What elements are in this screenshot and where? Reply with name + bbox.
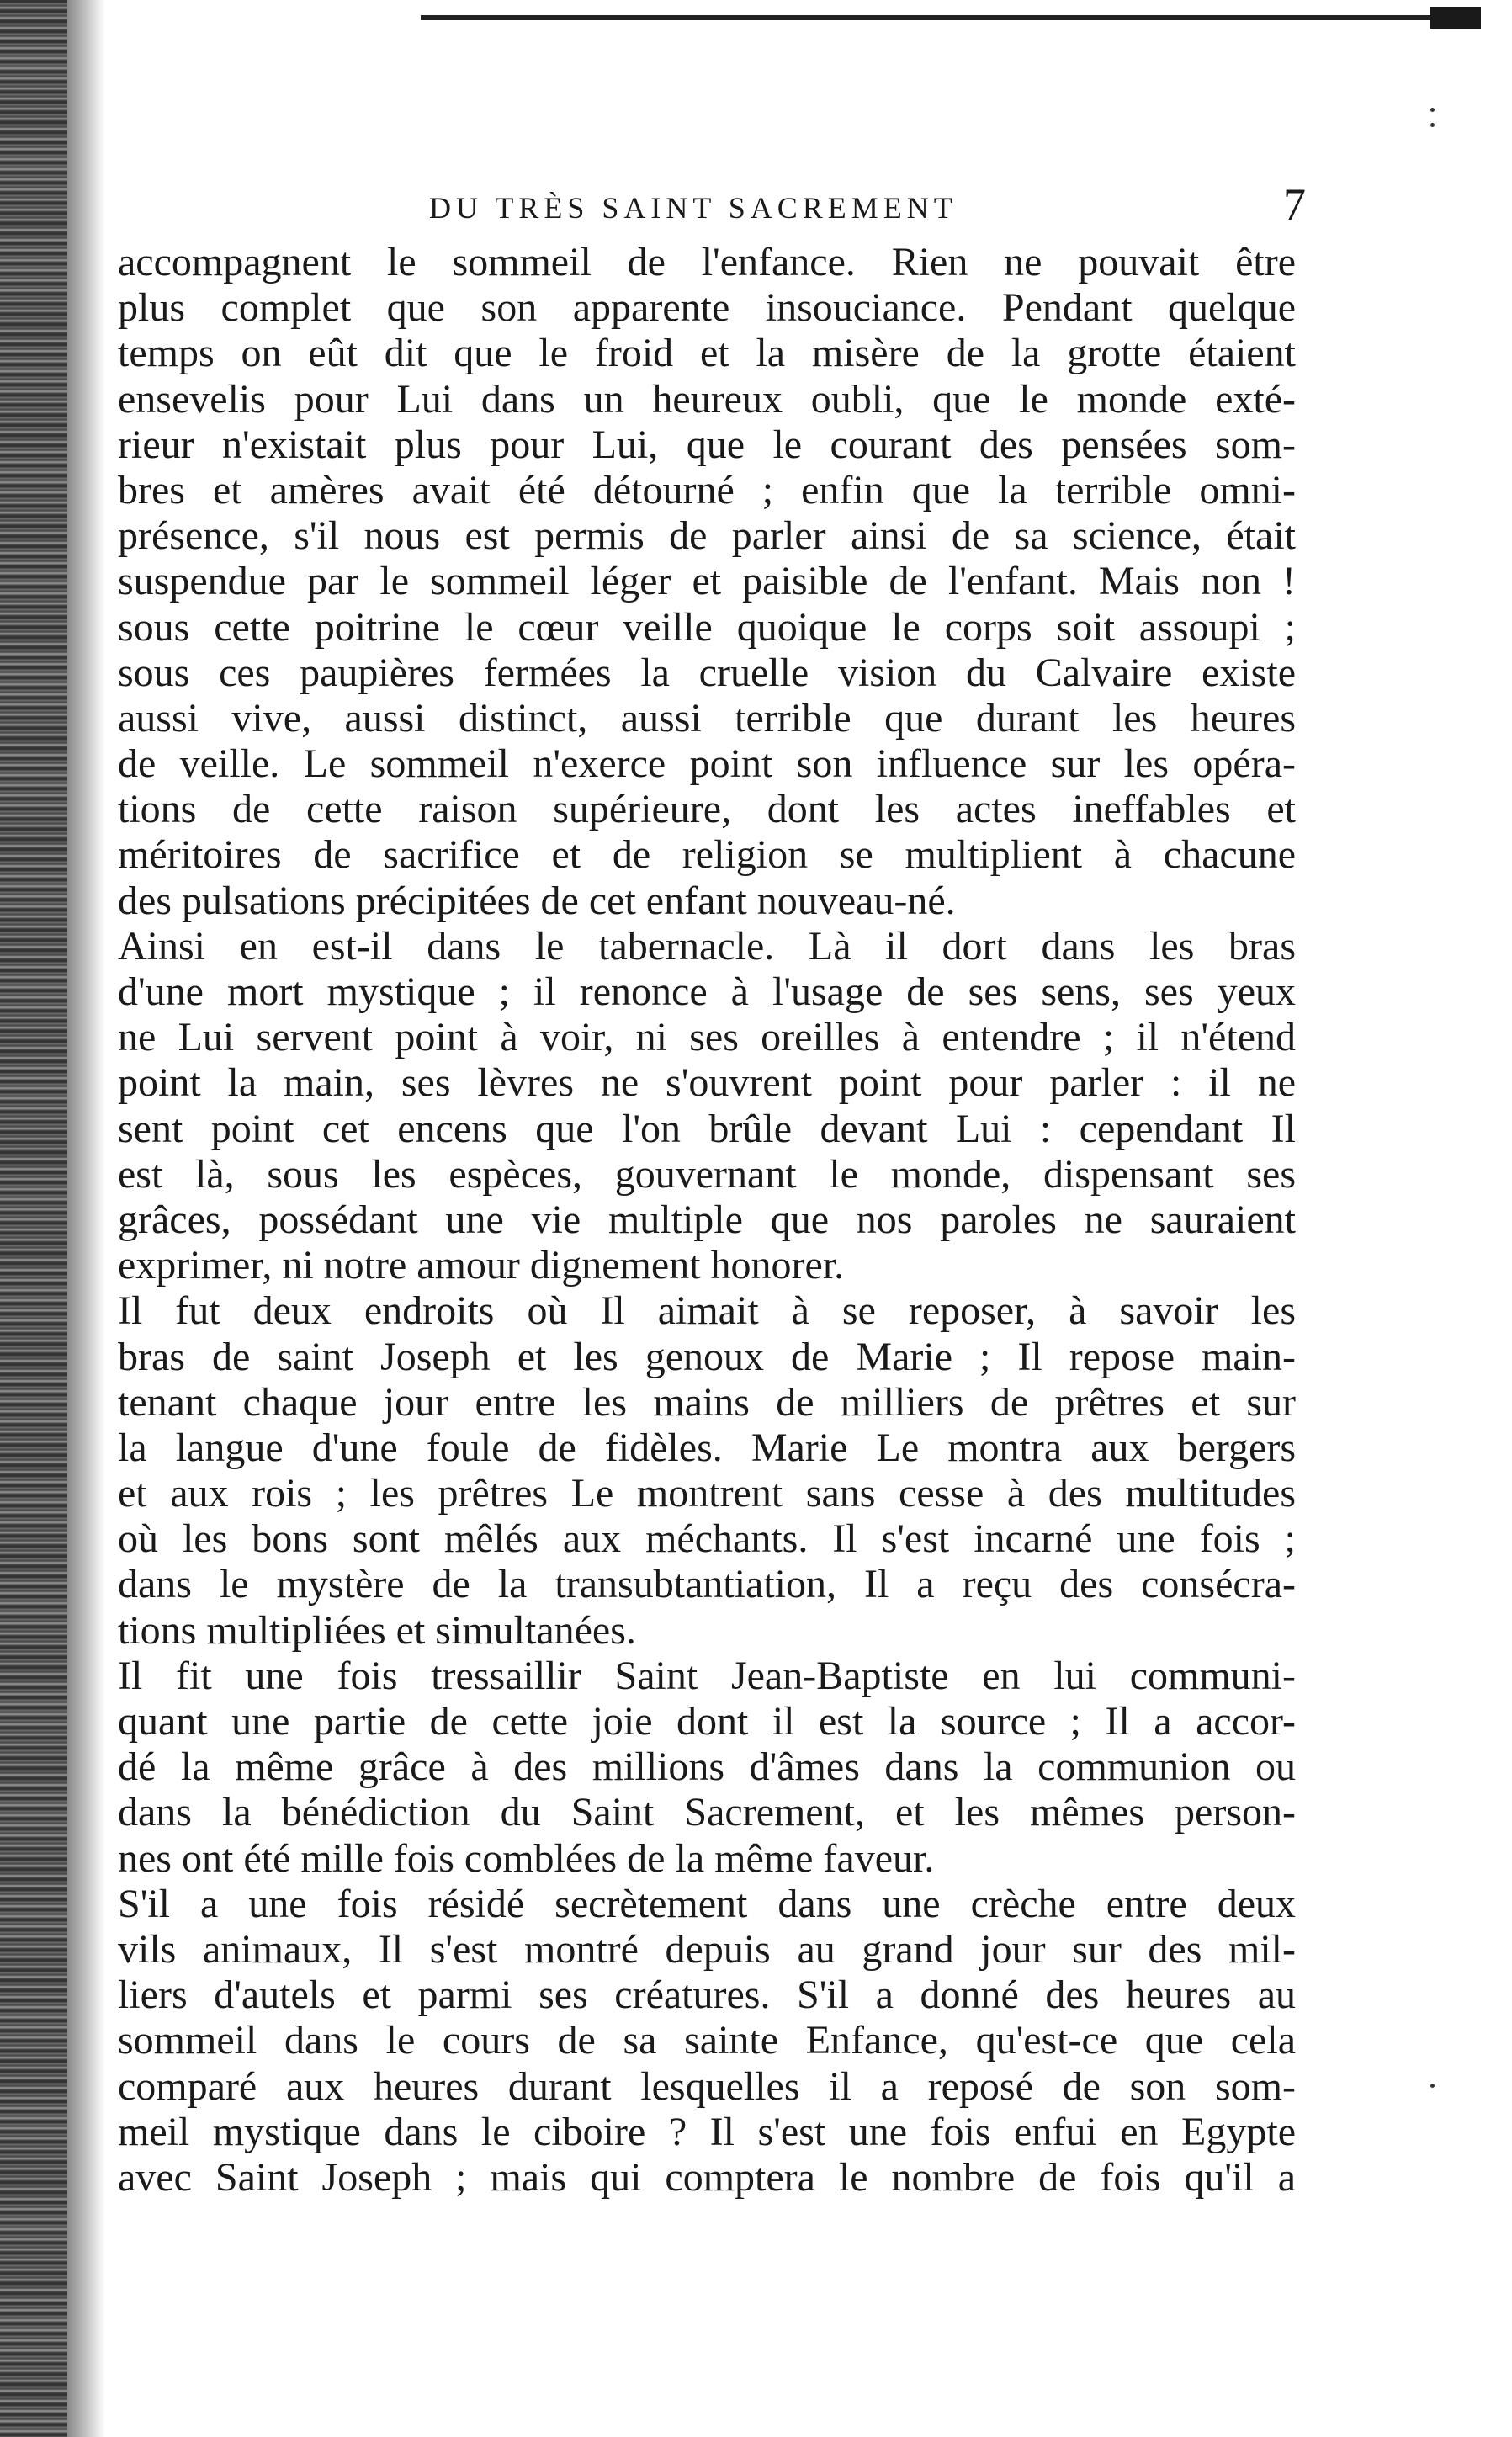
text-line: méritoires de sacrifice et de religion se multiplient à chacune: [118, 832, 1296, 878]
text-line: où les bons sont mêlés aux méchants. Il s'est incarné une fois ;: [118, 1516, 1296, 1562]
text-line: tions multipliées et simultanées.: [118, 1607, 636, 1653]
text-line: grâces, possédant une vie multiple que nos paroles ne sauraient: [118, 1197, 1296, 1242]
text-line: sent point cet encens que l'on brûle devant Lui : cependant Il: [118, 1106, 1296, 1151]
text-line: ne Lui servent point à voir, ni ses oreilles à entendre ; il n'étend: [118, 1015, 1296, 1060]
top-rule: [421, 15, 1481, 20]
text-line: comparé aux heures durant lesquelles il a reposé de son som-: [118, 2063, 1296, 2109]
text-line: liers d'autels et parmi ses créatures. S'il a donné des heures au: [118, 1972, 1296, 2018]
text-line: de veille. Le sommeil n'exerce point son influence sur les opéra-: [118, 741, 1296, 787]
text-line: tenant chaque jour entre les mains de milliers de prêtres et sur: [118, 1379, 1296, 1425]
text-line: Il fut deux endroits où Il aimait à se reposer, à savoir les: [118, 1288, 1296, 1334]
text-line: rieur n'existait plus pour Lui, que le courant des pensées som-: [118, 422, 1296, 467]
text-line: S'il a une fois résidé secrètement dans une crèche entre deux: [118, 1881, 1296, 1926]
text-line: des pulsations précipitées de cet enfant nouveau-né.: [118, 878, 956, 923]
body-text: [118, 240, 1296, 2201]
scan-binding-edge: [0, 0, 67, 2437]
text-line: Ainsi en est-il dans le tabernacle. Là il dort dans les bras: [118, 923, 1296, 969]
margin-speck: [1430, 2084, 1435, 2088]
text-line: avec Saint Joseph ; mais qui comptera le nombre de fois qu'il a: [118, 2154, 1296, 2200]
text-line: dans la bénédiction du Saint Sacrement, et les mêmes person-: [118, 1790, 1296, 1835]
text-line: dans le mystère de la transubtantiation, Il a reçu des consécra-: [118, 1562, 1296, 1607]
text-line: exprimer, ni notre amour dignement honorer.: [118, 1243, 845, 1288]
text-line: accompagnent le sommeil de l'enfance. Rien ne pouvait être: [118, 240, 1296, 284]
text-line: suspendue par le sommeil léger et paisible de l'enfant. Mais non !: [118, 559, 1296, 604]
scan-binding-shadow: [67, 0, 105, 2437]
text-line: vils animaux, Il s'est montré depuis au grand jour sur des mil-: [118, 1926, 1296, 1972]
page-header: [118, 178, 1306, 230]
text-line: présence, s'il nous est permis de parler ainsi de sa science, était: [118, 513, 1296, 559]
text-line: et aux rois ; les prêtres Le montrent sans cesse à des multitudes: [118, 1471, 1296, 1516]
text-line: temps on eût dit que le froid et la misère de la grotte étaient: [118, 331, 1296, 376]
text-line: aussi vive, aussi distinct, aussi terrible que durant les heures: [118, 695, 1296, 741]
text-line: sommeil dans le cours de sa sainte Enfance, qu'est-ce que cela: [118, 2018, 1296, 2063]
text-line: dé la même grâce à des millions d'âmes dans la communion ou: [118, 1744, 1296, 1790]
running-title: DU TRÈS SAINT SACREMENT: [429, 191, 958, 225]
text-line: point la main, ses lèvres ne s'ouvrent point pour parler : il ne: [118, 1060, 1296, 1106]
text-line: tions de cette raison supérieure, dont les actes ineffables et: [118, 787, 1296, 832]
text-line: d'une mort mystique ; il renonce à l'usage de ses sens, ses yeux: [118, 969, 1296, 1014]
text-line: sous cette poitrine le cœur veille quoique le corps soit assoupi ;: [118, 604, 1296, 650]
text-line: meil mystique dans le ciboire ? Il s'est une fois enfui en Egypte: [118, 2109, 1296, 2154]
margin-speck: [1430, 108, 1435, 112]
text-line: bres et amères avait été détourné ; enfin que la terrible omni-: [118, 467, 1296, 512]
text-line: sous ces paupières fermées la cruelle vision du Calvaire existe: [118, 650, 1296, 695]
text-line: la langue d'une foule de fidèles. Marie Le montra aux bergers: [118, 1425, 1296, 1470]
top-rule-tail: [1430, 7, 1481, 29]
text-line: ensevelis pour Lui dans un heureux oubli, que le monde exté-: [118, 376, 1296, 422]
text-line: plus complet que son apparente insouciance. Pendant quelque: [118, 285, 1296, 331]
margin-speck: [1430, 123, 1435, 127]
text-line: nes ont été mille fois comblées de la même faveur.: [118, 1835, 935, 1881]
text-line: Il fit une fois tressaillir Saint Jean-Baptiste en lui communi-: [118, 1653, 1296, 1698]
text-line: bras de saint Joseph et les genoux de Marie ; Il repose main-: [118, 1334, 1296, 1379]
text-line: quant une partie de cette joie dont il est la source ; Il a accor-: [118, 1699, 1296, 1744]
text-line: est là, sous les espèces, gouvernant le monde, dispensant ses: [118, 1151, 1296, 1197]
page-number: 7: [1283, 179, 1306, 230]
